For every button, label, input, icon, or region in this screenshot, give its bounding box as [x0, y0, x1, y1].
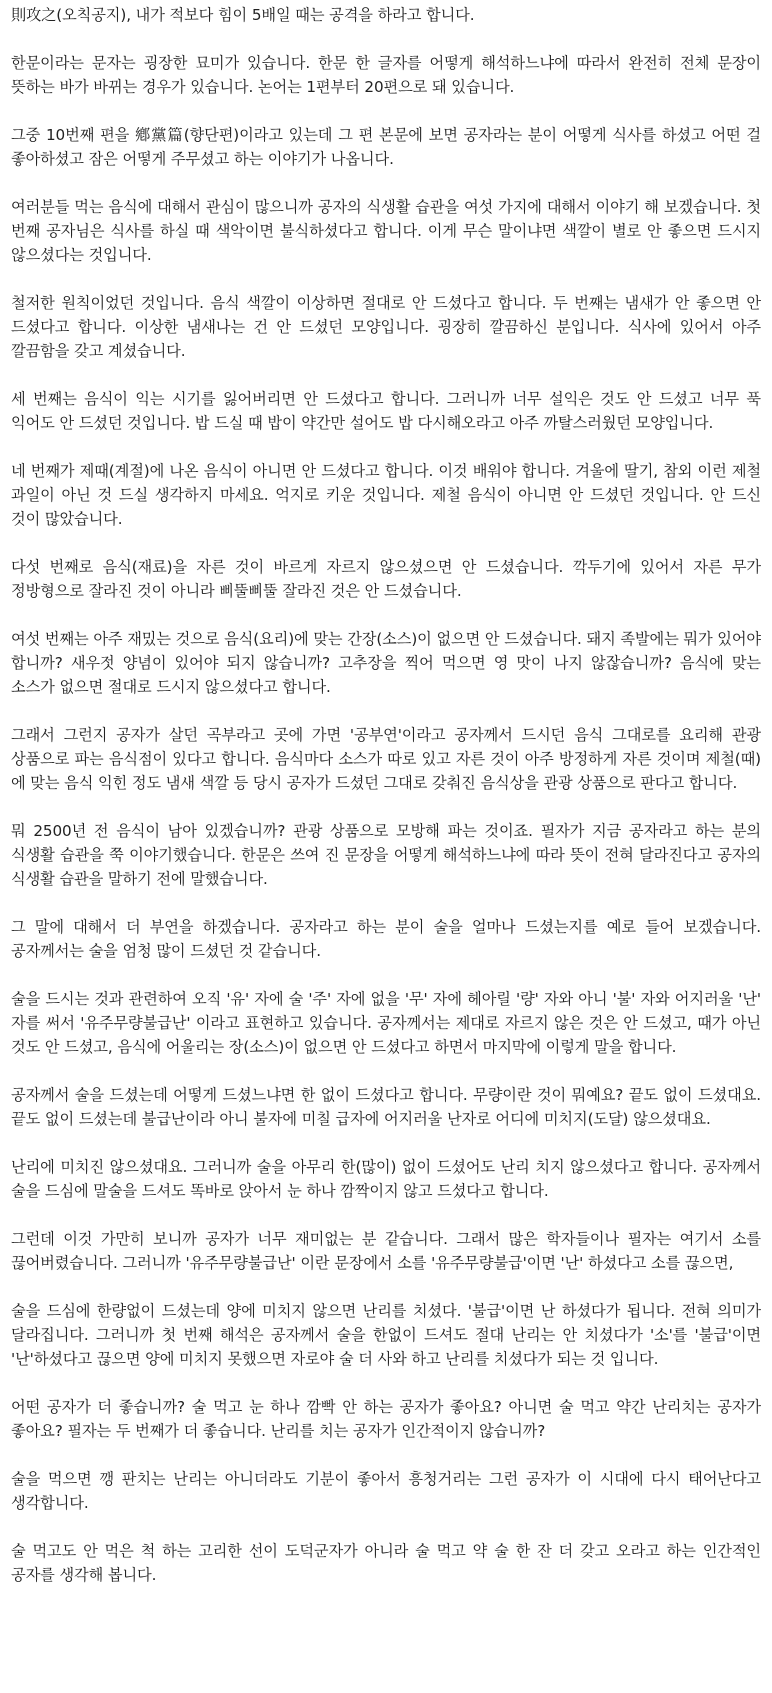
paragraph: 뭐 2500년 전 음식이 남아 있겠습니까? 관광 상품으로 모방해 파는 것이죠. 필자가 지금 공자라고 하는 분의 식생활 습관을 쭉 이야기했습니다. 한문은 쓰여 진 문장을 어떻게 해석하느냐에 따라 뜻이 전혀 달라진다고 공자의 식생활 습관을 말하기 전에 말했습니다. [11, 822, 761, 888]
paragraph: 則攻之(오칙공지), 내가 적보다 힘이 5배일 때는 공격을 하라고 합니다. [11, 6, 475, 24]
paragraph: 술을 드심에 한량없이 드셨는데 양에 미치지 않으면 난리를 치셨다. '불급'이면 난 하셨다가 됩니다. 전혀 의미가 달라집니다. 그러니까 첫 번째 해석은 공자께서 술을 한없이 드셔도 절대 난리는 안 치셨다가 '소'를 '불급'이면 '난'하셨다고 끊으면 양에 미치지 못했으면 자로야 술 더 사와 하고 난리를 치셨다가 되는 것 입니다. [11, 1302, 761, 1368]
paragraph: 그래서 그런지 공자가 살던 곡부라고 곳에 가면 '공부연'이라고 공자께서 드시던 음식 그대로를 요리해 관광 상품으로 파는 음식점이 있다고 합니다. 음식마다 소스가 따로 있고 자른 것이 아주 방정하게 자른 것이며 제철(때)에 맞는 음식 익힌 정도 냄새 색깔 등 당시 공자가 드셨던 그대로 갖춰진 음식상을 관광 상품으로 판다고 합니다. [11, 726, 761, 792]
paragraph: 그 말에 대해서 더 부연을 하겠습니다. 공자라고 하는 분이 술을 얼마나 드셨는지를 예로 들어 보겠습니다. 공자께서는 술을 엄청 많이 드셨던 것 같습니다. [11, 918, 761, 960]
paragraph: 술을 드시는 것과 관련하여 오직 '유' 자에 술 '주' 자에 없을 '무' 자에 헤아릴 '량' 자와 아니 '불' 자와 어지러울 '난' 자를 써서 '유주무량불급난' 이라고 표현하고 있습니다. 공자께서는 제대로 자르지 않은 것은 안 드셨고, 때가 아닌 것도 안 드셨고, 음식에 어울리는 장(소스)이 없으면 안 드셨다고 하면서 마지막에 이렇게 말을 합니다. [11, 990, 761, 1056]
paragraph: 다섯 번째로 음식(재료)을 자른 것이 바르게 자르지 않으셨으면 안 드셨습니다. 깍두기에 있어서 자른 무가 정방형으로 잘라진 것이 아니라 삐뚤삐뚤 잘라진 것은 안 드셨습니다. [11, 558, 761, 600]
paragraph: 세 번째는 음식이 익는 시기를 잃어버리면 안 드셨다고 합니다. 그러니까 너무 설익은 것도 안 드셨고 너무 푹 익어도 안 드셨던 것입니다. 밥 드실 때 밥이 약간만 설어도 밥 다시해오라고 아주 까탈스러웠던 모양입니다. [11, 390, 761, 432]
paragraph: 철저한 원칙이었던 것입니다. 음식 색깔이 이상하면 절대로 안 드셨다고 합니다. 두 번째는 냄새가 안 좋으면 안 드셨다고 합니다. 이상한 냄새나는 건 안 드셨던 모양입니다. 굉장히 깔끔하신 분입니다. 식사에 있어서 아주 깔끔함을 갖고 계셨습니다. [11, 294, 761, 360]
article-body [11, 0, 761, 1611]
paragraph: 술 먹고도 안 먹은 척 하는 고리한 선이 도덕군자가 아니라 술 먹고 약 술 한 잔 더 갖고 오라고 하는 인간적인 공자를 생각해 봅니다. [11, 1542, 761, 1584]
paragraph: 술을 먹으면 깽 판치는 난리는 아니더라도 기분이 좋아서 흥청거리는 그런 공자가 이 시대에 다시 태어난다고 생각합니다. [11, 1470, 761, 1512]
paragraph: 난리에 미치진 않으셨대요. 그러니까 술을 아무리 한(많이) 없이 드셨어도 난리 치지 않으셨다고 합니다. 공자께서 술을 드심에 말술을 드셔도 똑바로 앉아서 눈 하나 깜짝이지 않고 드셨다고 합니다. [11, 1158, 761, 1200]
paragraph: 한문이라는 문자는 굉장한 묘미가 있습니다. 한문 한 글자를 어떻게 해석하느냐에 따라서 완전히 전체 문장이 뜻하는 바가 바뀌는 경우가 있습니다. 논어는 1편부터 20편으로 돼 있습니다. [11, 54, 761, 96]
paragraph: 여러분들 먹는 음식에 대해서 관심이 많으니까 공자의 식생활 습관을 여섯 가지에 대해서 이야기 해 보겠습니다. 첫 번째 공자님은 식사를 하실 때 색악이면 불식하셨다고 합니다. 이게 무슨 말이냐면 색깔이 별로 안 좋으면 드시지 않으셨다는 것입니다. [11, 198, 762, 264]
paragraph: 여섯 번째는 아주 재밌는 것으로 음식(요리)에 맞는 간장(소스)이 없으면 안 드셨습니다. 돼지 족발에는 뭐가 있어야 합니까? 새우젓 양념이 있어야 되지 않습니까? 고추장을 찍어 먹으면 영 맛이 나지 않잖습니까? 음식에 맞는 소스가 없으면 절대로 드시지 않으셨다고 합니다. [11, 630, 761, 696]
paragraph: 그런데 이것 가만히 보니까 공자가 너무 재미없는 분 같습니다. 그래서 많은 학자들이나 필자는 여기서 소를 끊어버렸습니다. 그러니까 '유주무량불급난' 이란 문장에서 소를 '유주무량불급'이면 '난' 하셨다고 소를 끊으면, [11, 1230, 761, 1272]
paragraph: 공자께서 술을 드셨는데 어떻게 드셨느냐면 한 없이 드셨다고 합니다. 무량이란 것이 뭐예요? 끝도 없이 드셨대요. 끝도 없이 드셨는데 불급난이라 아니 불자에 미칠 급자에 어지러울 난자로 어디에 미치지(도달) 않으셨대요. [11, 1086, 761, 1128]
paragraph: 어떤 공자가 더 좋습니까? 술 먹고 눈 하나 깜빡 안 하는 공자가 좋아요? 아니면 술 먹고 약간 난리치는 공자가 좋아요? 필자는 두 번째가 더 좋습니다. 난리를 치는 공자가 인간적이지 않습니까? [11, 1398, 761, 1440]
paragraph: 그중 10번째 편을 鄕黨篇(향단편)이라고 있는데 그 편 본문에 보면 공자라는 분이 어떻게 식사를 하셨고 어떤 걸 좋아하셨고 잠은 어떻게 주무셨고 하는 이야기가 나옵니다. [11, 126, 761, 168]
paragraph: 네 번째가 제때(계절)에 나온 음식이 아니면 안 드셨다고 합니다. 이것 배워야 합니다. 겨울에 딸기, 참외 이런 제철 과일이 아닌 것 드실 생각하지 마세요. 억지로 키운 것입니다. 제철 음식이 아니면 안 드셨던 것입니다. 안 드신 것이 많았습니다. [11, 462, 761, 528]
